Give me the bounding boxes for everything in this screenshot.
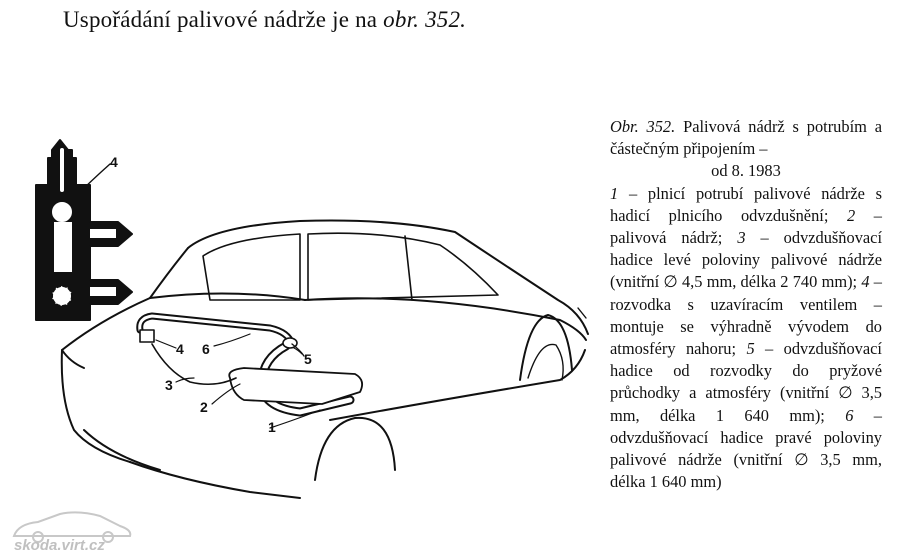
part-number-3: 3	[165, 377, 173, 393]
part-number-6: 6	[202, 341, 210, 357]
watermark-text: skoda.virt.cz	[14, 537, 105, 552]
fuel-system-drawing	[140, 316, 362, 412]
caption-item-1-number: 1	[610, 183, 619, 203]
caption-item-1-text: – plnicí potrubí palivové nádrže s hadicí plnicího odvzdušnění;	[610, 183, 882, 225]
part-number-1: 1	[268, 419, 276, 435]
part-number-2: 2	[200, 399, 208, 415]
caption-item-1	[610, 184, 882, 225]
caption-item-6-number: 6	[845, 405, 854, 425]
caption-item-3-text: – odvzdušňovací hadice levé poloviny palivové nádrže (vnitřní ∅ 4,5 mm, délka 2 740 mm);	[610, 228, 882, 292]
fuel-tank-figure	[0, 130, 605, 556]
caption-date: od 8. 1983	[711, 161, 781, 181]
caption-item-5-text: – odvzdušňovací hadice od rozvodky do pryžové průchodky a atmosféry (vnitřní ∅ 3,5 mm, délka 1 640 mm);	[610, 339, 882, 425]
part-number-4: 4	[176, 341, 184, 357]
part-number-5: 5	[304, 351, 312, 367]
caption-item-3-number: 3	[737, 228, 746, 248]
valve-ball-lower	[52, 286, 72, 306]
valve-ball-upper	[53, 203, 71, 221]
caption-item-2-text: – palivová nádrž;	[610, 205, 883, 248]
caption-item-2-number: 2	[847, 205, 856, 225]
caption-item-4-number: 4	[861, 272, 870, 292]
intro-sentence	[63, 7, 466, 33]
car-outline-drawing	[62, 220, 588, 498]
intro-text: Uspořádání palivové nádrže je na	[63, 7, 384, 32]
site-watermark-logo	[8, 506, 138, 552]
caption-item-4-text: – rozvodka s uzavíracím ventilem – montuje se výhradně vývodem do atmosféry nahoru;	[610, 272, 882, 359]
caption-figure-ref: Obr. 352.	[610, 117, 676, 136]
caption-item-6-text: – odvzdušňovací hadice pravé poloviny palivové nádrže (vnitřní ∅ 3,5 mm, délka 1 640 mm)	[610, 405, 883, 492]
caption-title: Palivová nádrž s potrubím a částečným připojením –	[610, 117, 882, 159]
part-number-4-detail: 4	[110, 154, 118, 170]
caption-item-5-number: 5	[746, 339, 755, 359]
figure-caption	[610, 116, 882, 493]
intro-figure-ref: obr. 352.	[383, 7, 467, 32]
